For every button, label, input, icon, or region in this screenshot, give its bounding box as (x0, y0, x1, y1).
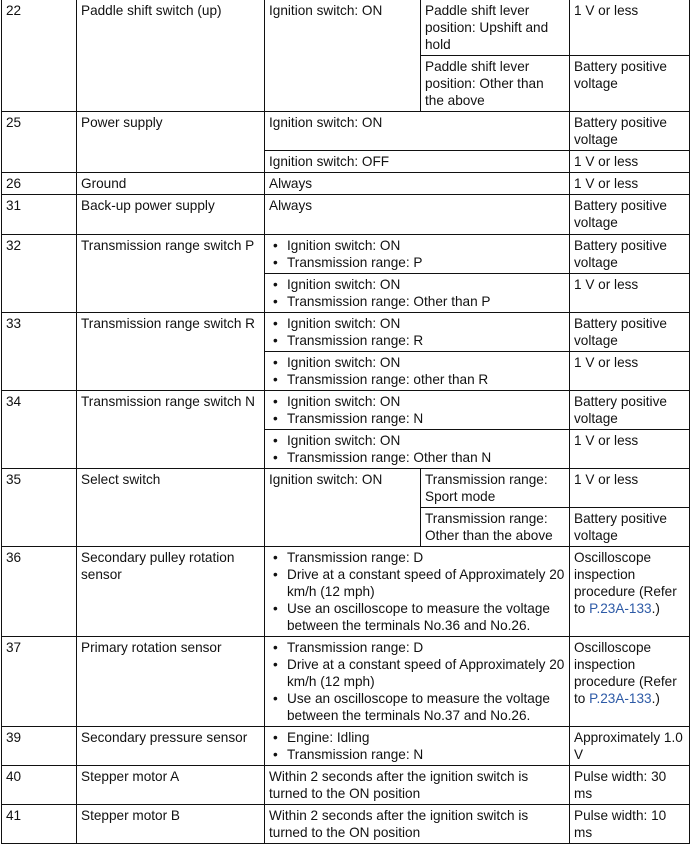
condition-list (269, 354, 566, 388)
standard-value-cell: 1 V or less (570, 469, 690, 508)
condition-cell: Ignition switch: ON (265, 469, 421, 547)
condition-list (269, 432, 566, 466)
standard-value-cell: Battery positive voltage (570, 235, 690, 274)
page-reference-link[interactable]: P.23A-133 (589, 691, 652, 706)
standard-value-cell: 1 V or less (570, 274, 690, 313)
list-item: • Ignition switch: ON (269, 315, 566, 332)
terminal-name: Power supply (77, 112, 265, 173)
terminal-voltage-table (1, 0, 690, 844)
standard-value-cell: Pulse width: 30 ms (570, 766, 690, 805)
terminal-number: 31 (2, 195, 77, 235)
terminal-name: Primary rotation sensor (77, 637, 265, 727)
terminal-number: 37 (2, 637, 77, 727)
sub-condition-cell: Transmission range: Sport mode (421, 469, 570, 508)
table-row (2, 0, 690, 56)
terminal-number: 36 (2, 547, 77, 637)
standard-value-cell: 1 V or less (570, 0, 690, 56)
list-item: • Ignition switch: ON (269, 393, 566, 410)
list-item: • Transmission range: P (269, 254, 566, 271)
condition-cell: Always (265, 173, 570, 195)
terminal-number: 40 (2, 766, 77, 805)
condition-cell (265, 235, 570, 274)
table-row (2, 766, 690, 805)
value-text: .) (651, 601, 660, 616)
list-item: • Ignition switch: ON (269, 276, 566, 293)
condition-list (269, 237, 566, 271)
condition-list (269, 639, 566, 724)
value-text: Oscilloscope inspection procedure (Refer to (574, 640, 677, 706)
condition-cell: Within 2 seconds after the ignition switch is turned to the ON position (265, 766, 570, 805)
condition-cell (265, 547, 570, 637)
terminal-number: 33 (2, 313, 77, 391)
terminal-number: 34 (2, 391, 77, 469)
table-row (2, 547, 690, 637)
standard-value-cell: Battery positive voltage (570, 508, 690, 547)
list-item: • Transmission range: N (269, 746, 566, 763)
condition-cell: Always (265, 195, 570, 235)
value-text: .) (651, 691, 660, 706)
terminal-number: 39 (2, 727, 77, 766)
standard-value-cell: Battery positive voltage (570, 195, 690, 235)
terminal-name: Ground (77, 173, 265, 195)
terminal-name: Secondary pulley rotation sensor (77, 547, 265, 637)
standard-value-cell: Pulse width: 10 ms (570, 805, 690, 844)
standard-value-cell: 1 V or less (570, 173, 690, 195)
condition-cell (265, 637, 570, 727)
list-item: • Transmission range: N (269, 410, 566, 427)
condition-cell (265, 313, 570, 352)
condition-list (269, 276, 566, 310)
standard-value-cell: Battery positive voltage (570, 56, 690, 112)
condition-list (269, 315, 566, 349)
condition-cell: Ignition switch: ON (265, 0, 421, 112)
condition-cell (265, 274, 570, 313)
standard-value-cell: 1 V or less (570, 151, 690, 173)
table-row (2, 805, 690, 844)
table-row (2, 469, 690, 508)
list-item: • Drive at a constant speed of Approximately 20 km/h (12 mph) (269, 656, 566, 690)
terminal-number: 25 (2, 112, 77, 173)
terminal-number: 35 (2, 469, 77, 547)
list-item: • Transmission range: other than R (269, 371, 566, 388)
table-row (2, 313, 690, 352)
table-row (2, 173, 690, 195)
page-reference-link[interactable]: P.23A-133 (589, 601, 652, 616)
list-item: • Ignition switch: ON (269, 237, 566, 254)
table-row (2, 195, 690, 235)
terminal-name: Stepper motor B (77, 805, 265, 844)
sub-condition-cell: Transmission range: Other than the above (421, 508, 570, 547)
list-item: • Ignition switch: ON (269, 432, 566, 449)
table-row (2, 637, 690, 727)
value-text: Oscilloscope inspection procedure (Refer to (574, 550, 677, 616)
list-item: • Use an oscilloscope to measure the voltage between the terminals No.36 and No.26. (269, 600, 566, 634)
condition-cell: Ignition switch: OFF (265, 151, 570, 173)
standard-value-cell: Approximately 1.0 V (570, 727, 690, 766)
standard-value-cell: 1 V or less (570, 352, 690, 391)
condition-cell (265, 352, 570, 391)
standard-value-cell (570, 547, 690, 637)
terminal-name: Paddle shift switch (up) (77, 0, 265, 112)
terminal-number: 32 (2, 235, 77, 313)
list-item: • Transmission range: D (269, 549, 566, 566)
standard-value-cell: 1 V or less (570, 430, 690, 469)
terminal-name: Select switch (77, 469, 265, 547)
sub-condition-cell: Paddle shift lever position: Other than the above (421, 56, 570, 112)
list-item: • Transmission range: D (269, 639, 566, 656)
sub-condition-cell: Paddle shift lever position: Upshift and hold (421, 0, 570, 56)
condition-list (269, 393, 566, 427)
terminal-name: Transmission range switch P (77, 235, 265, 313)
condition-list (269, 549, 566, 634)
standard-value-cell: Battery positive voltage (570, 391, 690, 430)
terminal-number: 41 (2, 805, 77, 844)
terminal-name: Stepper motor A (77, 766, 265, 805)
condition-cell: Ignition switch: ON (265, 112, 570, 151)
terminal-name: Transmission range switch R (77, 313, 265, 391)
table-row (2, 112, 690, 151)
list-item: • Transmission range: Other than P (269, 293, 566, 310)
list-item: • Ignition switch: ON (269, 354, 566, 371)
terminal-number: 22 (2, 0, 77, 112)
standard-value-cell: Battery positive voltage (570, 313, 690, 352)
condition-cell (265, 430, 570, 469)
list-item: • Transmission range: Other than N (269, 449, 566, 466)
list-item: • Engine: Idling (269, 729, 566, 746)
condition-cell: Within 2 seconds after the ignition switch is turned to the ON position (265, 805, 570, 844)
condition-cell (265, 391, 570, 430)
standard-value-cell: Battery positive voltage (570, 112, 690, 151)
list-item: • Drive at a constant speed of Approximately 20 km/h (12 mph) (269, 566, 566, 600)
terminal-name: Secondary pressure sensor (77, 727, 265, 766)
terminal-name: Back-up power supply (77, 195, 265, 235)
list-item: • Transmission range: R (269, 332, 566, 349)
condition-cell (265, 727, 570, 766)
terminal-name: Transmission range switch N (77, 391, 265, 469)
table-row (2, 391, 690, 430)
table-row (2, 235, 690, 274)
condition-list (269, 729, 566, 763)
standard-value-cell (570, 637, 690, 727)
table-row (2, 727, 690, 766)
list-item: • Use an oscilloscope to measure the voltage between the terminals No.37 and No.26. (269, 690, 566, 724)
terminal-number: 26 (2, 173, 77, 195)
